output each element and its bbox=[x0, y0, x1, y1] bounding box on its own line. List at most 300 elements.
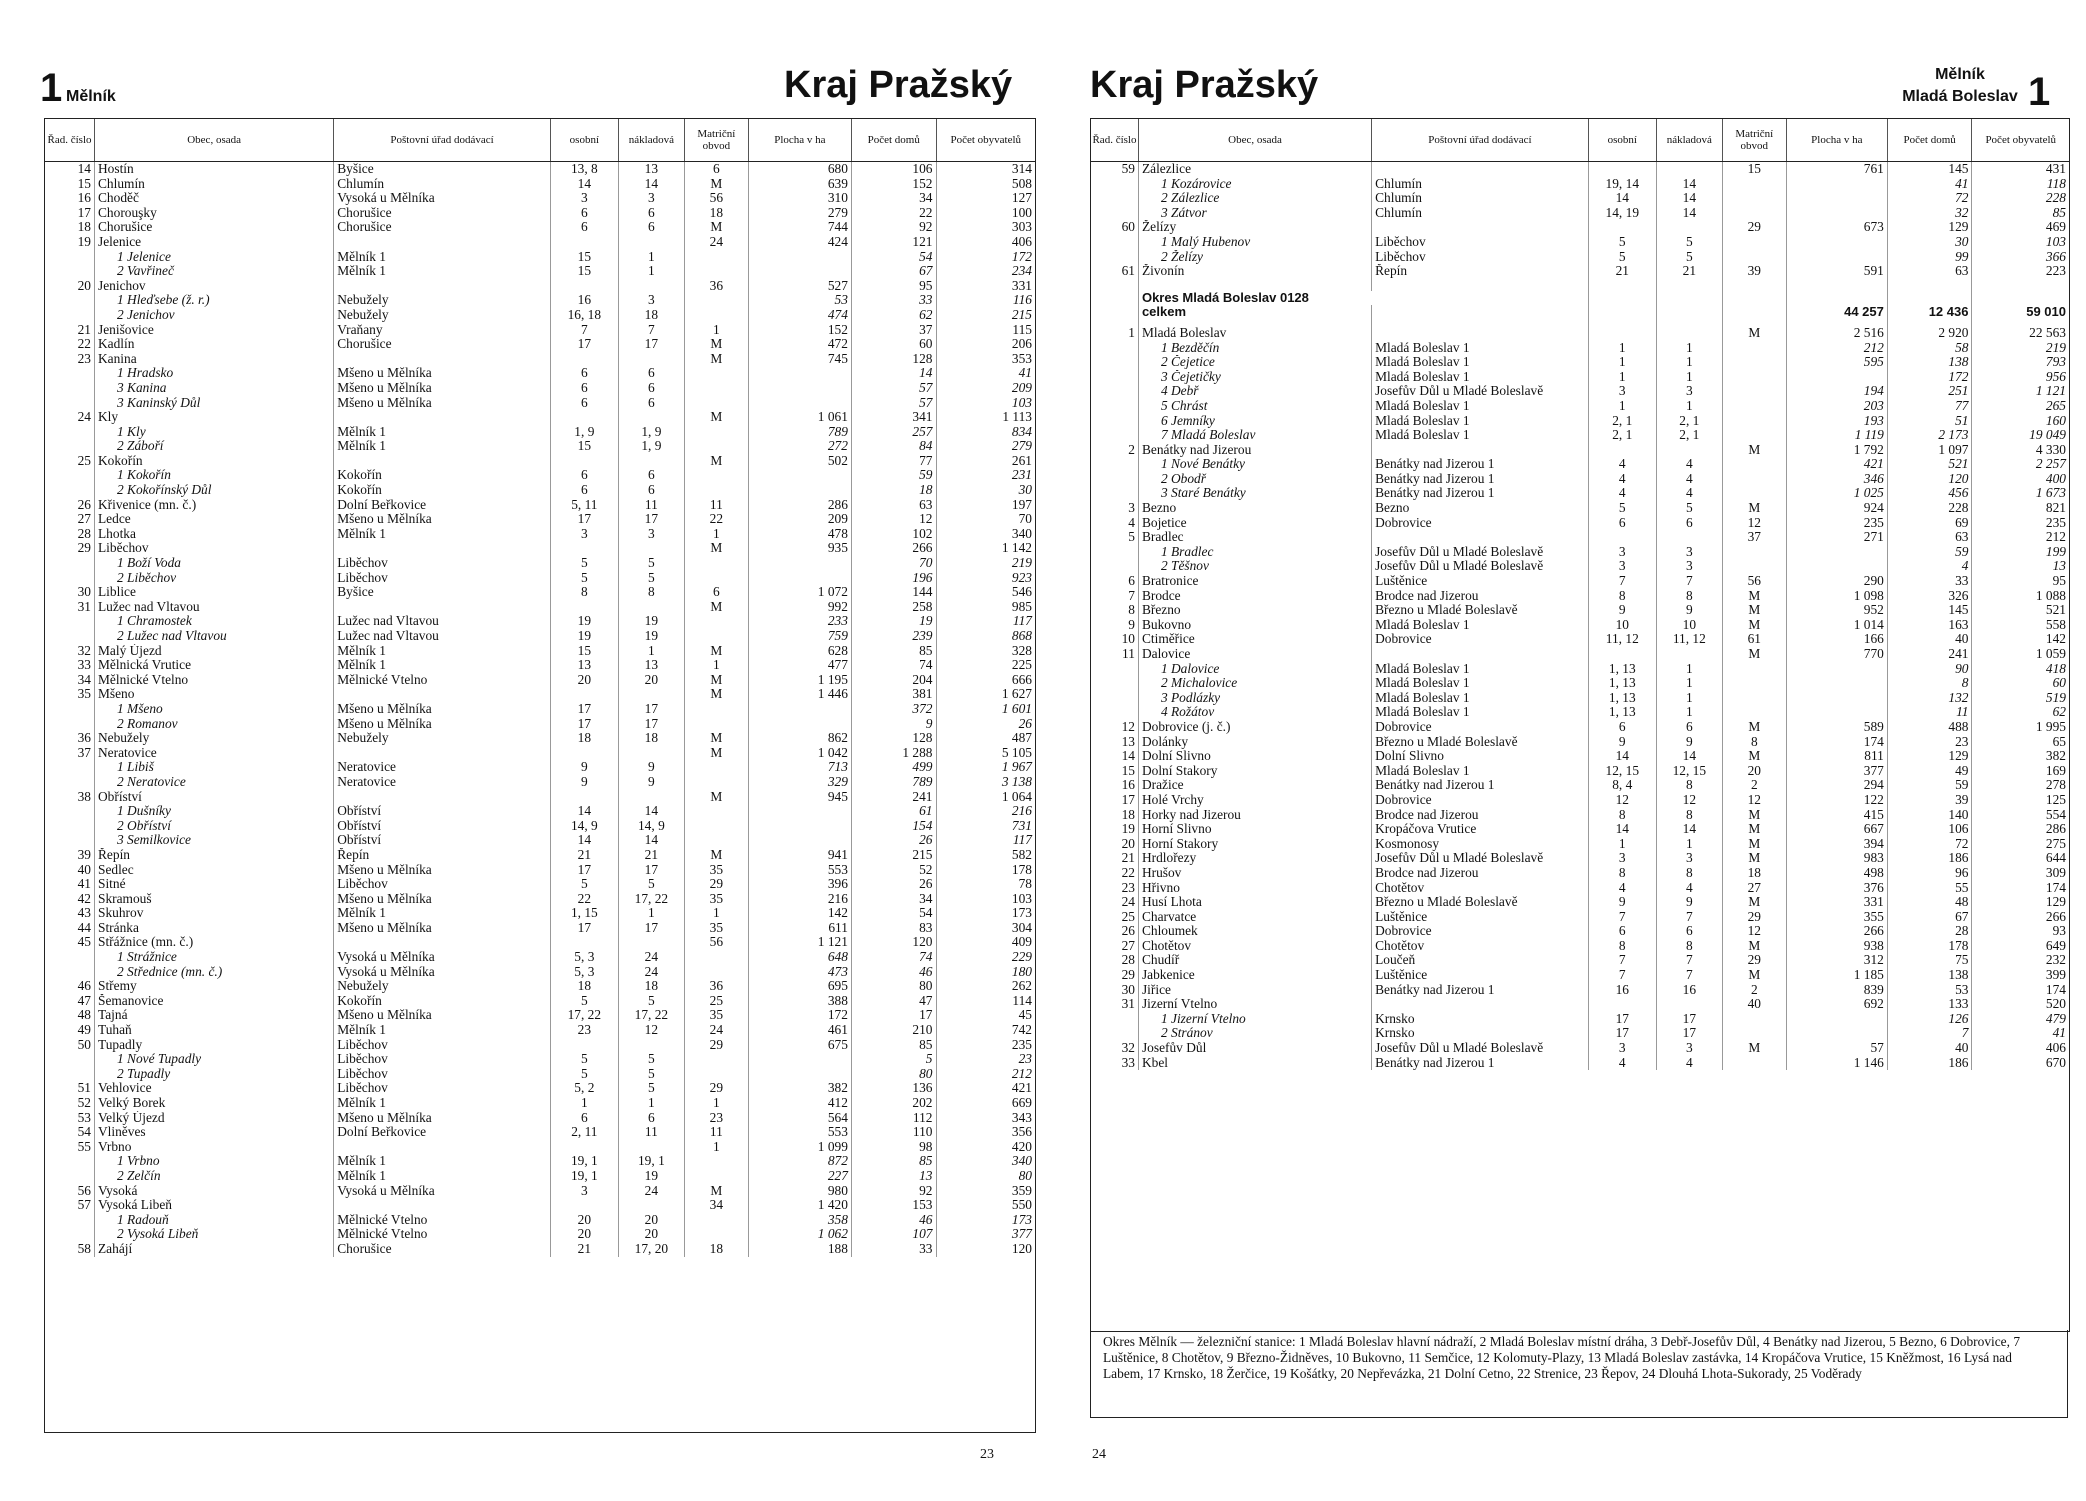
cell-rad bbox=[1091, 559, 1138, 574]
cell-obec: 5 Chrást bbox=[1138, 399, 1371, 414]
cell-posta: Nebužely bbox=[334, 308, 551, 323]
table-row bbox=[45, 1096, 1035, 1111]
cell-obyvatel: 172 bbox=[936, 250, 1035, 265]
cell-matricni: 1 bbox=[684, 658, 748, 673]
cell-rad: 58 bbox=[77, 1241, 91, 1256]
cell-obyvatel: 521 bbox=[1972, 603, 2069, 618]
cell-domu: 1 097 bbox=[1887, 443, 1972, 458]
cell-obyvatel: 142 bbox=[1972, 632, 2069, 647]
cell-plocha: 745 bbox=[748, 352, 851, 367]
cell-domu: 58 bbox=[1887, 341, 1972, 356]
cell-obec: Holé Vrchy bbox=[1138, 793, 1371, 808]
cell-domu: 77 bbox=[1887, 399, 1972, 414]
cell-plocha bbox=[748, 468, 851, 483]
cell-osobni: 17 bbox=[1588, 1012, 1656, 1027]
cell-obec: Bukovno bbox=[1138, 618, 1371, 633]
cell-nakladova: 19 bbox=[618, 1169, 684, 1184]
cell-matricni bbox=[1722, 177, 1786, 192]
cell-obec: 3 Staré Benátky bbox=[1138, 486, 1371, 501]
cell-nakladova: 21 bbox=[618, 848, 684, 863]
cell-plocha: 628 bbox=[748, 644, 851, 659]
cell-posta: Mšeno u Mělníka bbox=[334, 366, 551, 381]
cell-obec: Josefův Důl bbox=[1138, 1041, 1371, 1056]
cell-rad: 53 bbox=[77, 1110, 91, 1125]
table-row bbox=[45, 1111, 1035, 1126]
cell-posta: Mladá Boleslav 1 bbox=[1372, 399, 1589, 414]
cell-nakladova: 5 bbox=[618, 994, 684, 1009]
cell-plocha: 1 061 bbox=[748, 410, 851, 425]
cell-rad: 9 bbox=[1128, 617, 1135, 632]
col-matricni: Matriční obvod bbox=[684, 119, 748, 162]
cell-plocha bbox=[1786, 676, 1887, 691]
cell-nakladova bbox=[618, 600, 684, 615]
cell-osobni: 13, 8 bbox=[550, 162, 618, 177]
cell-rad bbox=[45, 556, 95, 571]
subsettlement-row bbox=[45, 571, 1035, 586]
cell-matricni: 56 bbox=[684, 935, 748, 950]
cell-posta bbox=[334, 410, 551, 425]
cell-posta: Chorušice bbox=[334, 206, 551, 221]
cell-domu: 152 bbox=[851, 177, 936, 192]
cell-matricni: 20 bbox=[1722, 764, 1786, 779]
cell-domu: 140 bbox=[1887, 808, 1972, 823]
table-row bbox=[1091, 851, 2069, 866]
cell-posta: Mladá Boleslav 1 bbox=[1372, 764, 1589, 779]
cell-matricni: 1 bbox=[684, 906, 748, 921]
cell-plocha bbox=[748, 556, 851, 571]
cell-posta: Mladá Boleslav 1 bbox=[1372, 676, 1589, 691]
table-row bbox=[1091, 1041, 2069, 1056]
cell-plocha: 472 bbox=[748, 337, 851, 352]
cell-obyvatel: 956 bbox=[1972, 370, 2069, 385]
cell-obyvatel: 359 bbox=[936, 1184, 1035, 1199]
cell-posta: Josefův Důl u Mladé Boleslavě bbox=[1372, 851, 1589, 866]
cell-obec: Tuhaň bbox=[95, 1023, 334, 1038]
cell-matricni: 25 bbox=[684, 994, 748, 1009]
cell-posta: Benátky nad Jizerou 1 bbox=[1372, 486, 1589, 501]
cell-obyvatel: 23 bbox=[936, 1052, 1035, 1067]
page-number-right: 24 bbox=[1092, 1447, 1106, 1462]
cell-nakladova bbox=[1656, 162, 1722, 177]
cell-obyvatel: 1 059 bbox=[1972, 647, 2069, 662]
cell-domu: 1 288 bbox=[851, 746, 936, 761]
cell-plocha bbox=[1786, 206, 1887, 221]
cell-domu: 172 bbox=[1887, 370, 1972, 385]
cell-matricni bbox=[684, 1227, 748, 1242]
cell-matricni: 1 bbox=[684, 1140, 748, 1155]
cell-nakladova: 9 bbox=[1656, 603, 1722, 618]
cell-domu: 61 bbox=[851, 804, 936, 819]
cell-obec: Mělnická Vrutice bbox=[95, 658, 334, 673]
cell-plocha: 294 bbox=[1786, 778, 1887, 793]
cell-nakladova: 20 bbox=[618, 1213, 684, 1228]
cell-matricni bbox=[1722, 1026, 1786, 1041]
cell-obec: Jizerní Vtelno bbox=[1138, 997, 1371, 1012]
cell-posta bbox=[1372, 530, 1589, 545]
cell-osobni: 5 bbox=[550, 1067, 618, 1082]
cell-nakladova: 1 bbox=[1656, 691, 1722, 706]
cell-posta: Březno u Mladé Boleslavě bbox=[1372, 735, 1589, 750]
subsettlement-row bbox=[45, 804, 1035, 819]
cell-nakladova: 7 bbox=[1656, 574, 1722, 589]
cell-nakladova bbox=[618, 746, 684, 761]
cell-plocha: 331 bbox=[1786, 895, 1887, 910]
cell-matricni: M bbox=[684, 352, 748, 367]
cell-plocha: 474 bbox=[748, 308, 851, 323]
cell-rad: 34 bbox=[77, 672, 91, 687]
cell-rad bbox=[1091, 399, 1138, 414]
cell-obyvatel: 173 bbox=[936, 906, 1035, 921]
table-row bbox=[45, 731, 1035, 746]
cell-domu: 4 bbox=[1887, 559, 1972, 574]
cell-plocha: 194 bbox=[1786, 384, 1887, 399]
table-row bbox=[1091, 220, 2069, 235]
cell-rad: 28 bbox=[77, 526, 91, 541]
cell-obyvatel: 199 bbox=[1972, 545, 2069, 560]
cell-plocha bbox=[748, 571, 851, 586]
cell-rad bbox=[1091, 428, 1138, 443]
table-row bbox=[45, 323, 1035, 338]
cell-osobni: 5, 3 bbox=[550, 965, 618, 980]
cell-posta: Mladá Boleslav 1 bbox=[1372, 705, 1589, 720]
cell-obec: Řepín bbox=[95, 848, 334, 863]
cell-obec: Dražice bbox=[1138, 778, 1371, 793]
cell-osobni bbox=[550, 1038, 618, 1053]
cell-obec: 2 Zelčín bbox=[95, 1169, 334, 1184]
cell-matricni: 29 bbox=[684, 1081, 748, 1096]
cell-obyvatel: 116 bbox=[936, 293, 1035, 308]
cell-plocha: 122 bbox=[1786, 793, 1887, 808]
cell-osobni: 6 bbox=[1588, 516, 1656, 531]
cell-rad bbox=[1091, 355, 1138, 370]
cell-matricni: 1 bbox=[684, 323, 748, 338]
cell-obyvatel: 70 bbox=[936, 512, 1035, 527]
cell-osobni bbox=[550, 279, 618, 294]
cell-obec: Chlumín bbox=[95, 177, 334, 192]
cell-nakladova bbox=[618, 1198, 684, 1213]
cell-plocha: 680 bbox=[748, 162, 851, 177]
cell-matricni bbox=[684, 556, 748, 571]
cell-plocha: 355 bbox=[1786, 910, 1887, 925]
cell-rad: 42 bbox=[77, 891, 91, 906]
cell-nakladova bbox=[618, 1140, 684, 1155]
table-row bbox=[45, 191, 1035, 206]
cell-domu: 107 bbox=[851, 1227, 936, 1242]
cell-osobni: 2, 1 bbox=[1588, 428, 1656, 443]
cell-osobni bbox=[550, 746, 618, 761]
cell-osobni: 6 bbox=[550, 396, 618, 411]
cell-plocha bbox=[748, 366, 851, 381]
cell-nakladova: 24 bbox=[618, 1184, 684, 1199]
cell-obec: Vrbno bbox=[95, 1140, 334, 1155]
cell-plocha: 152 bbox=[748, 323, 851, 338]
cell-matricni: 22 bbox=[684, 512, 748, 527]
cell-osobni: 6 bbox=[550, 1111, 618, 1126]
cell-obyvatel: 160 bbox=[1972, 414, 2069, 429]
cell-rad: 11 bbox=[1122, 647, 1135, 661]
cell-obyvatel: 127 bbox=[936, 191, 1035, 206]
okres-total-domu: 12 436 bbox=[1887, 305, 1972, 320]
cell-obec: Stránka bbox=[95, 921, 334, 936]
table-row bbox=[1091, 516, 2069, 531]
cell-matricni bbox=[684, 614, 748, 629]
cell-plocha: 193 bbox=[1786, 414, 1887, 429]
cell-osobni bbox=[550, 600, 618, 615]
cell-rad: 21 bbox=[1121, 851, 1135, 866]
cell-obyvatel: 169 bbox=[1972, 764, 2069, 779]
table-row bbox=[45, 1242, 1035, 1257]
cell-obec: Šemanovice bbox=[95, 994, 334, 1009]
cell-rad: 59 bbox=[1121, 161, 1135, 176]
cell-rad: 17 bbox=[77, 205, 91, 220]
cell-nakladova: 12 bbox=[1656, 793, 1722, 808]
cell-osobni: 19 bbox=[550, 629, 618, 644]
cell-osobni: 2, 11 bbox=[550, 1125, 618, 1140]
cell-nakladova: 8 bbox=[1656, 939, 1722, 954]
cell-plocha: 477 bbox=[748, 658, 851, 673]
cell-osobni: 15 bbox=[550, 644, 618, 659]
cell-obec: Mšeno bbox=[95, 687, 334, 702]
cell-nakladova: 1 bbox=[1656, 662, 1722, 677]
cell-domu: 92 bbox=[851, 220, 936, 235]
cell-posta: Březno u Mladé Boleslavě bbox=[1372, 603, 1589, 618]
cell-plocha: 1 025 bbox=[1786, 486, 1887, 501]
cell-obec: Horní Slivno bbox=[1138, 822, 1371, 837]
cell-rad bbox=[45, 717, 95, 732]
subsettlement-row bbox=[1091, 384, 2069, 399]
table-row bbox=[1091, 264, 2069, 279]
cell-osobni: 6 bbox=[1588, 924, 1656, 939]
cell-obec: Bradlec bbox=[1138, 530, 1371, 545]
cell-domu: 69 bbox=[1887, 516, 1972, 531]
cell-nakladova: 14 bbox=[1656, 822, 1722, 837]
cell-obec: Kadlín bbox=[95, 337, 334, 352]
cell-domu: 92 bbox=[851, 1184, 936, 1199]
cell-matricni: M bbox=[684, 220, 748, 235]
table-row bbox=[1091, 618, 2069, 633]
cell-osobni bbox=[550, 687, 618, 702]
cell-domu: 128 bbox=[851, 731, 936, 746]
cell-rad: 48 bbox=[77, 1008, 91, 1023]
cell-domu: 372 bbox=[851, 702, 936, 717]
cell-nakladova: 5 bbox=[618, 1052, 684, 1067]
cell-posta: Liběchov bbox=[334, 556, 551, 571]
cell-posta: Mělník 1 bbox=[334, 250, 551, 265]
cell-nakladova: 4 bbox=[1656, 881, 1722, 896]
railway-legend: Okres Mělník — železniční stanice: 1 Mladá Boleslav hlavní nádraží, 2 Mladá Boleslav místní dráha, 3 Debř-Josefův Důl, 4 Benátky nad Jizerou, 5 Bezno, 6 Dobrovice, 7 Luštěnice, 8 Chotětov, 9 Březno-Židněves, 10 Bukovno, 11 Semčice, 12 Kolomuty-Plazy, 13 Mladá Boleslav zastávka, 14 Kropáčova Vrutice, 15 Kněžmost, 16 Lysá nad Labem, 17 Krnsko, 18 Žerčice, 19 Košátky, 20 Nepřevázka, 21 Dolní Cetno, 22 Strenice, 23 Řepov, 24 Dlouhá Lhota-Sukorady, 25 Voděrady bbox=[1090, 1330, 2068, 1418]
cell-plocha: 1 119 bbox=[1786, 428, 1887, 443]
cell-obyvatel: 215 bbox=[936, 308, 1035, 323]
cell-plocha: 174 bbox=[1786, 735, 1887, 750]
cell-osobni: 14 bbox=[1588, 822, 1656, 837]
cell-matricni bbox=[1722, 705, 1786, 720]
cell-posta bbox=[334, 1198, 551, 1213]
cell-obec: Tajná bbox=[95, 1008, 334, 1023]
subsettlement-row bbox=[1091, 399, 2069, 414]
cell-domu: 72 bbox=[1887, 191, 1972, 206]
table-row bbox=[45, 1184, 1035, 1199]
cell-rad: 29 bbox=[77, 541, 91, 556]
cell-nakladova: 9 bbox=[1656, 735, 1722, 750]
cell-obyvatel: 262 bbox=[936, 979, 1035, 994]
cell-nakladova: 5 bbox=[1656, 501, 1722, 516]
subsettlement-row bbox=[1091, 545, 2069, 560]
cell-obyvatel: 279 bbox=[936, 439, 1035, 454]
cell-matricni: 1 bbox=[684, 527, 748, 542]
cell-matricni bbox=[1722, 486, 1786, 501]
cell-osobni: 1 bbox=[1588, 355, 1656, 370]
cell-matricni bbox=[684, 702, 748, 717]
cell-matricni: M bbox=[684, 746, 748, 761]
cell-nakladova: 14 bbox=[1656, 749, 1722, 764]
subsettlement-row bbox=[1091, 676, 2069, 691]
table-row bbox=[1091, 968, 2069, 983]
cell-matricni bbox=[684, 483, 748, 498]
cell-obyvatel: 331 bbox=[936, 279, 1035, 294]
cell-obyvatel: 1 673 bbox=[1972, 486, 2069, 501]
cell-matricni bbox=[684, 1067, 748, 1082]
subsettlement-row bbox=[1091, 486, 2069, 501]
cell-matricni bbox=[684, 250, 748, 265]
cell-obec: Dolní Slivno bbox=[1138, 749, 1371, 764]
cell-obec: Neratovice bbox=[95, 746, 334, 761]
cell-nakladova: 3 bbox=[1656, 384, 1722, 399]
cell-domu: 129 bbox=[1887, 220, 1972, 235]
col-plocha: Plocha v ha bbox=[1786, 119, 1887, 162]
cell-osobni: 1 bbox=[550, 1096, 618, 1111]
cell-plocha: 527 bbox=[748, 279, 851, 294]
cell-osobni bbox=[550, 790, 618, 805]
table-row bbox=[45, 906, 1035, 921]
cell-matricni: 15 bbox=[1722, 162, 1786, 177]
cell-osobni: 5 bbox=[1588, 250, 1656, 265]
cell-obec: 1 Radouň bbox=[95, 1213, 334, 1228]
cell-posta: Luštěnice bbox=[1372, 968, 1589, 983]
cell-plocha: 461 bbox=[748, 1023, 851, 1038]
cell-domu: 55 bbox=[1887, 881, 1972, 896]
cell-posta bbox=[334, 279, 551, 294]
cell-rad: 51 bbox=[77, 1081, 91, 1096]
cell-rad bbox=[1091, 191, 1138, 206]
table-row bbox=[45, 892, 1035, 907]
cell-posta: Mělník 1 bbox=[334, 644, 551, 659]
cell-obyvatel: 125 bbox=[1972, 793, 2069, 808]
cell-obec: 2 Obříství bbox=[95, 819, 334, 834]
cell-osobni bbox=[1588, 326, 1656, 341]
cell-obec: 1 Nové Benátky bbox=[1138, 457, 1371, 472]
cell-obec: Ledce bbox=[95, 512, 334, 527]
cell-rad bbox=[1091, 676, 1138, 691]
cell-plocha bbox=[1786, 691, 1887, 706]
cell-obec: 2 Neratovice bbox=[95, 775, 334, 790]
cell-rad: 60 bbox=[1121, 220, 1135, 235]
cell-obec: Hostín bbox=[95, 162, 334, 177]
subsettlement-row bbox=[45, 468, 1035, 483]
col-posta: Poštovní úřad dodávací bbox=[1372, 119, 1589, 162]
cell-rad: 32 bbox=[1121, 1041, 1135, 1056]
cell-domu: 132 bbox=[1887, 691, 1972, 706]
cell-posta: Mladá Boleslav 1 bbox=[1372, 618, 1589, 633]
cell-rad: 33 bbox=[1121, 1055, 1135, 1070]
cell-rad: 21 bbox=[77, 322, 91, 337]
cell-rad bbox=[45, 965, 95, 980]
cell-obyvatel: 418 bbox=[1972, 662, 2069, 677]
cell-obec: 2 Stránov bbox=[1138, 1026, 1371, 1041]
cell-rad bbox=[45, 629, 95, 644]
cell-obyvatel: 793 bbox=[1972, 355, 2069, 370]
cell-osobni: 6 bbox=[550, 468, 618, 483]
cell-nakladova: 9 bbox=[618, 775, 684, 790]
cell-obyvatel: 174 bbox=[1972, 881, 2069, 896]
cell-domu: 62 bbox=[851, 308, 936, 323]
cell-rad: 19 bbox=[1121, 822, 1135, 837]
cell-posta: Mladá Boleslav 1 bbox=[1372, 662, 1589, 677]
cell-rad: 25 bbox=[1121, 909, 1135, 924]
cell-matricni bbox=[1722, 545, 1786, 560]
cell-osobni: 1, 13 bbox=[1588, 705, 1656, 720]
cell-obec: Březno bbox=[1138, 603, 1371, 618]
cell-obec: Hrušov bbox=[1138, 866, 1371, 881]
cell-rad: 54 bbox=[77, 1125, 91, 1140]
cell-nakladova bbox=[618, 1038, 684, 1053]
cell-domu: 85 bbox=[851, 644, 936, 659]
cell-obyvatel: 314 bbox=[936, 162, 1035, 177]
cell-rad: 50 bbox=[77, 1037, 91, 1052]
cell-obyvatel: 731 bbox=[936, 819, 1035, 834]
cell-plocha: 759 bbox=[748, 629, 851, 644]
cell-plocha: 388 bbox=[748, 994, 851, 1009]
cell-obec: 3 Podlázky bbox=[1138, 691, 1371, 706]
cell-plocha: 1 195 bbox=[748, 673, 851, 688]
cell-rad: 27 bbox=[1121, 938, 1135, 953]
cell-posta bbox=[334, 235, 551, 250]
subsettlement-row bbox=[45, 1213, 1035, 1228]
table-body-top bbox=[1091, 162, 2069, 279]
cell-nakladova: 17 bbox=[1656, 1026, 1722, 1041]
cell-domu: 110 bbox=[851, 1125, 936, 1140]
cell-matricni: 24 bbox=[684, 235, 748, 250]
cell-domu: 144 bbox=[851, 585, 936, 600]
subsettlement-row bbox=[1091, 428, 2069, 443]
cell-domu: 40 bbox=[1887, 632, 1972, 647]
cell-rad: 41 bbox=[77, 877, 91, 892]
cell-nakladova: 20 bbox=[618, 1227, 684, 1242]
cell-posta: Mšeno u Mělníka bbox=[334, 381, 551, 396]
table-row bbox=[45, 687, 1035, 702]
cell-plocha bbox=[748, 264, 851, 279]
cell-matricni bbox=[684, 264, 748, 279]
cell-plocha: 648 bbox=[748, 950, 851, 965]
cell-posta: Liběchov bbox=[334, 571, 551, 586]
cell-nakladova: 1, 9 bbox=[618, 425, 684, 440]
cell-domu: 67 bbox=[851, 264, 936, 279]
cell-rad bbox=[45, 468, 95, 483]
cell-matricni: 6 bbox=[684, 162, 748, 177]
cell-obyvatel: 834 bbox=[936, 425, 1035, 440]
cell-osobni: 6 bbox=[550, 483, 618, 498]
cell-rad: 56 bbox=[77, 1183, 91, 1198]
cell-plocha: 983 bbox=[1786, 851, 1887, 866]
cell-matricni: 2 bbox=[1722, 778, 1786, 793]
cell-plocha: 1 185 bbox=[1786, 968, 1887, 983]
cell-osobni: 14 bbox=[550, 833, 618, 848]
cell-nakladova bbox=[618, 352, 684, 367]
table-row bbox=[45, 979, 1035, 994]
cell-posta: Mšeno u Mělníka bbox=[334, 396, 551, 411]
cell-matricni bbox=[684, 396, 748, 411]
cell-domu: 112 bbox=[851, 1111, 936, 1126]
col-nakladova: nákladová bbox=[1656, 119, 1722, 162]
